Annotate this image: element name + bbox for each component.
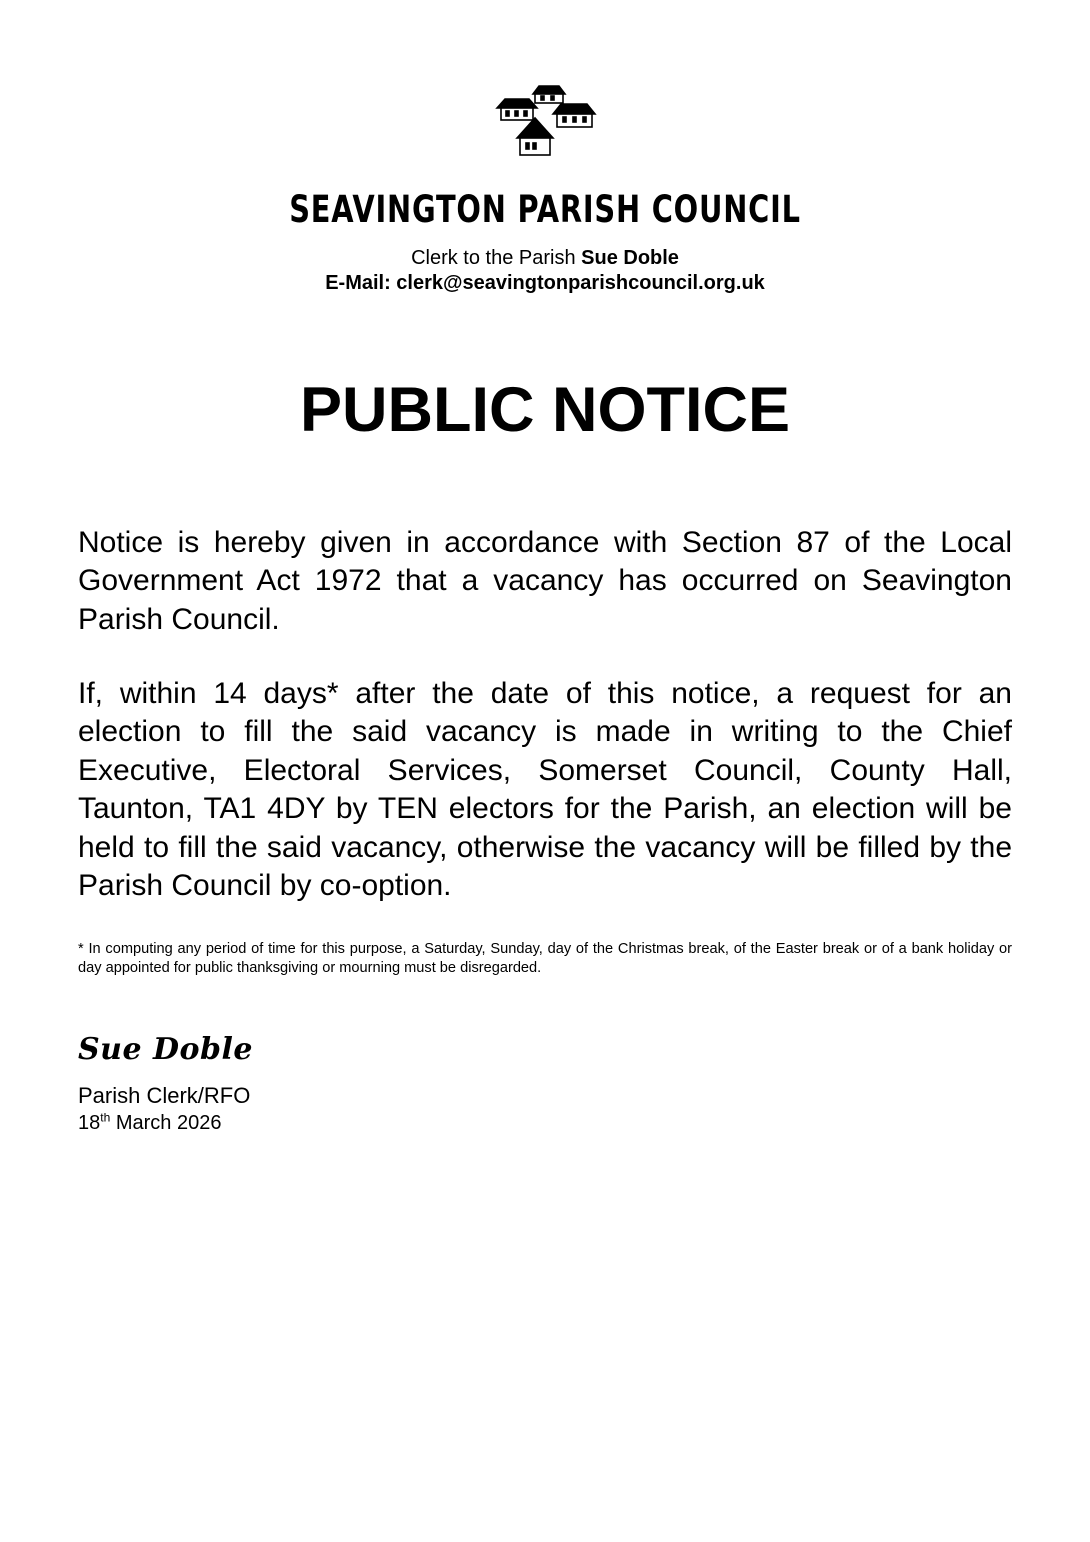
clerk-line [0,246,1090,271]
notice-paragraph-1: Notice is hereby given in accordance with Section 87 of the Local Government Act 1972 that a vacancy has occurred on Seavington Parish Council. [78,526,1012,636]
notice-paragraph-2: If, within 14 days* after the date of this notice, a request for an election to fill the said vacancy is made in writing to the Chief Executive, Electoral Services, Somerset Council, County Hall, Taunton, TA1 4DY by TEN electors for the Parish, an election will be held to fill the said vacancy, otherwise the vacancy will be filled by the Parish Council by co-option. [78,677,1012,903]
signatory-role: Parish Clerk/RFO [78,1083,251,1108]
date-suffix: th [100,1110,111,1125]
clerk-email: E-Mail: clerk@seavingtonparishcouncil.org.uk [325,272,765,294]
page-title: PUBLIC NOTICE [299,375,790,445]
council-name: SEAVINGTON PARISH COUNCIL [289,188,801,231]
clerk-name: Sue Doble [581,247,679,269]
notice-date [78,1110,221,1136]
clerk-label: Clerk to the Parish [411,247,582,269]
date-month-year: March 2026 [110,1112,222,1134]
footnote: * In computing any period of time for this purpose, a Saturday, Sunday, day of the Christmas break, of the Easter break or of a bank holiday or day appointed for public thanksgiving or mourning must be disregarded. [78,941,1012,976]
date-day: 18 [78,1112,101,1134]
village-houses-icon [495,84,599,158]
signature: Sue Doble [78,1032,253,1067]
